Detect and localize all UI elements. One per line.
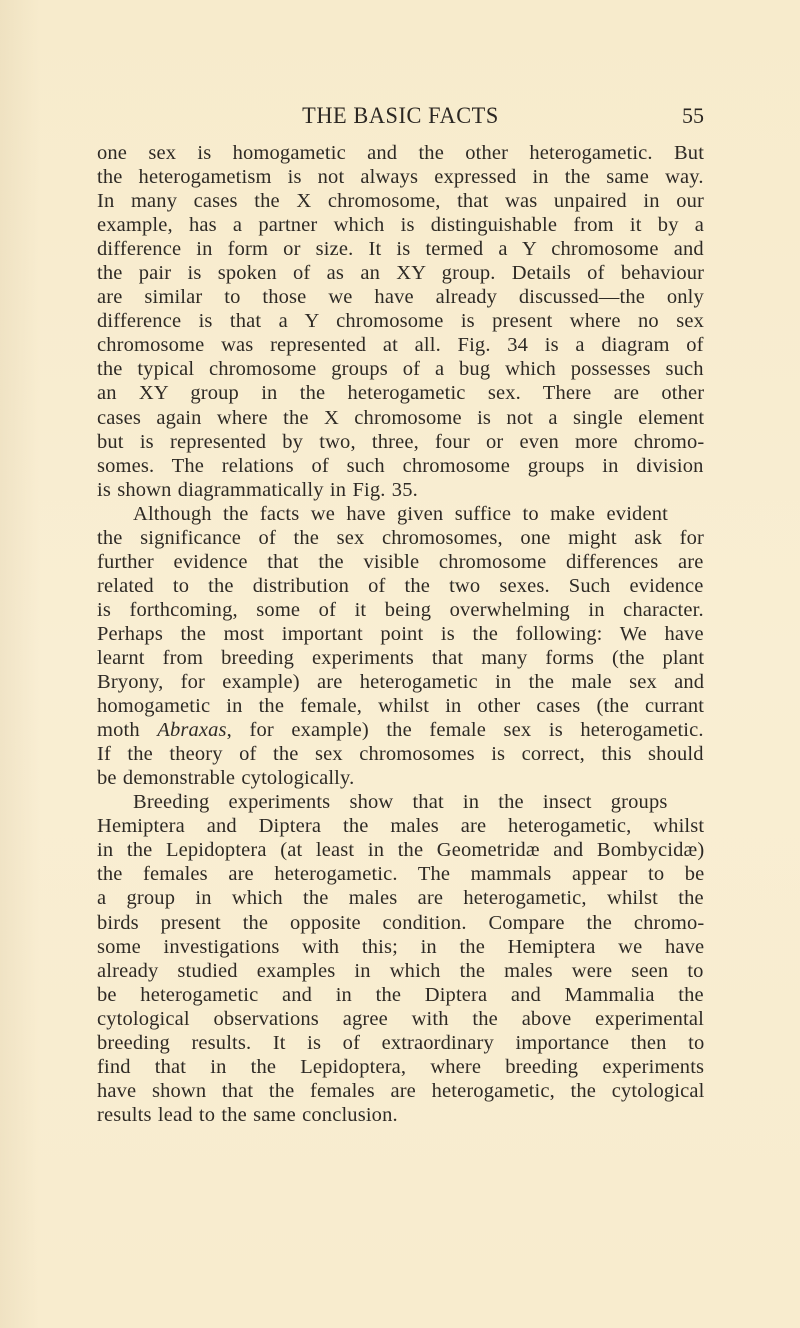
text-line: Hemiptera and Diptera the males are heterogametic, whilst bbox=[97, 815, 705, 838]
text-line: somes. The relations of such chromosome groups in division bbox=[97, 454, 704, 477]
text-line: is forthcoming, some of it being overwhelming in character. bbox=[97, 598, 704, 621]
text-line: the females are heterogametic. The mammals appear to be bbox=[97, 863, 705, 886]
paragraph bbox=[97, 502, 704, 791]
text-line: one sex is homogametic and the other heterogametic. But bbox=[97, 142, 705, 164]
text-line: in the Lepidoptera (at least in the Geometridæ and Bombycidæ) bbox=[97, 839, 705, 862]
text-line: is shown diagrammatically in Fig. 35. bbox=[97, 478, 418, 501]
text-line: related to the distribution of the two sexes. Such evidence bbox=[97, 574, 704, 597]
text-line: In many cases the X chromosome, that was unpaired in our bbox=[97, 190, 705, 213]
text-line: cases again where the X chromosome is not a single element bbox=[97, 406, 705, 429]
text-line: difference in form or size. It is termed a Y chromosome and bbox=[97, 238, 704, 261]
italic-term: Abraxas bbox=[157, 719, 227, 742]
paragraph bbox=[97, 790, 704, 1127]
text-line: results lead to the same conclusion. bbox=[97, 1103, 398, 1126]
text-line: are similar to those we have already discussed—the only bbox=[97, 286, 704, 309]
text-line: the pair is spoken of as an XY group. Details of behaviour bbox=[97, 262, 705, 285]
text-line: example, has a partner which is distinguishable from it by a bbox=[97, 214, 705, 237]
text-line: cytological observations agree with the above experimental bbox=[97, 1007, 704, 1030]
text-line: Breeding experiments show that in the insect groups bbox=[133, 791, 668, 814]
text-line: birds present the opposite condition. Compare the chromo- bbox=[97, 911, 705, 934]
text-line: If the theory of the sex chromosomes is correct, this should bbox=[97, 743, 704, 766]
text-line: be demonstrable cytologically. bbox=[97, 767, 355, 790]
text-line: but is represented by two, three, four or even more chromo- bbox=[97, 430, 705, 453]
text-line: difference is that a Y chromosome is present where no sex bbox=[97, 310, 704, 333]
text-line: homogametic in the female, whilst in other cases (the currant bbox=[97, 695, 705, 718]
text-line: Bryony, for example) are heterogametic in the male sex and bbox=[97, 671, 705, 694]
paragraph bbox=[97, 141, 704, 502]
body-text bbox=[97, 141, 704, 1127]
text-line: have shown that the females are heterogametic, the cytological bbox=[97, 1079, 705, 1102]
text-line: the significance of the sex chromosomes, one might ask for bbox=[97, 526, 705, 549]
page-number: 55 bbox=[682, 103, 704, 128]
text-line: Although the facts we have given suffice to make evident bbox=[133, 502, 668, 525]
text-line: learnt from breeding experiments that many forms (the plant bbox=[97, 646, 705, 669]
text-line: breeding results. It is of extraordinary importance then to bbox=[97, 1031, 705, 1054]
text-line: be heterogametic and in the Diptera and Mammalia the bbox=[97, 983, 704, 1006]
text-line: further evidence that the visible chromosome differences are bbox=[97, 550, 704, 573]
text-line: the typical chromosome groups of a bug which possesses such bbox=[97, 358, 704, 381]
text-line: an XY group in the heterogametic sex. There are other bbox=[97, 382, 705, 405]
text-line: find that in the Lepidoptera, where breeding experiments bbox=[97, 1055, 705, 1078]
text-line: already studied examples in which the males were seen to bbox=[97, 959, 704, 982]
text-line: Perhaps the most important point is the following: We have bbox=[97, 622, 704, 645]
text-line: some investigations with this; in the Hemiptera we have bbox=[97, 935, 705, 958]
running-head-title: THE BASIC FACTS bbox=[302, 103, 499, 128]
text-line: the heterogametism is not always expressed in the same way. bbox=[97, 166, 704, 189]
text-line: a group in which the males are heterogametic, whilst the bbox=[97, 887, 704, 910]
running-head bbox=[97, 101, 704, 131]
text-line: chromosome was represented at all. Fig. 34 is a diagram of bbox=[97, 334, 704, 357]
text-line: moth Abraxas, for example) the female sex is heterogametic. bbox=[97, 719, 704, 742]
